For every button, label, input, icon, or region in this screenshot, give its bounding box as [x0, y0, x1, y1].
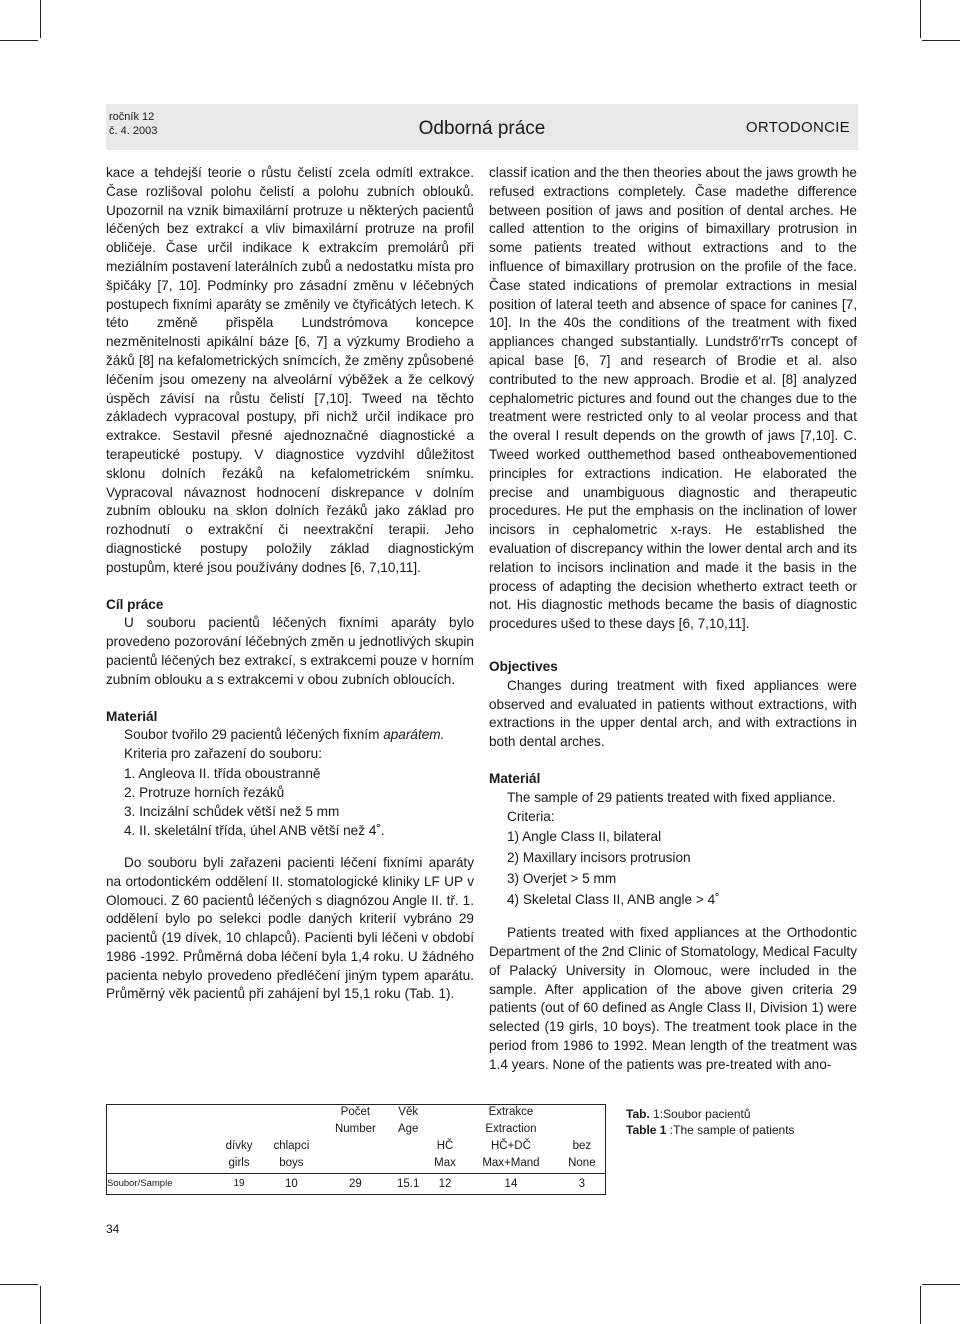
- criteria-item: 4) Skeletal Class II, ANB angle > 4˚: [507, 892, 720, 908]
- criteria-item: 1. Angleova II. třída oboustranně: [124, 765, 321, 781]
- table-header-cell: None: [568, 1157, 596, 1169]
- table-row: [107, 1174, 606, 1195]
- caption-table-label: Table 1: [626, 1123, 667, 1137]
- table-header-cell: girls: [228, 1157, 250, 1169]
- table-cell: Soubor/Sample: [107, 1174, 217, 1195]
- material-heading-en: Materiál: [489, 770, 541, 786]
- criteria-item: 3) Overjet > 5 mm: [507, 871, 617, 887]
- issue-label: č. 4. 2003: [109, 125, 158, 137]
- crop-mark: [922, 40, 960, 41]
- material-text-cz: Soubor tvořilo 29 pacientů léčených fixním: [124, 727, 384, 743]
- table-header-cell: boys: [279, 1157, 304, 1169]
- table-header-cell: Max: [434, 1157, 456, 1169]
- table-header-cell: Age: [397, 1123, 419, 1135]
- material-paragraph-en: Patients treated with fixed appliances at the Orthodontic Department of the 2nd Clinic of Stomatology, Medical Faculty of Palacký University in Olomouc, were included in the sample. After application of the above given criteria 29 patients (out of 60 defined as Angle Class II, Division 1) were selected (19 girls, 10 boys). The treatment took place in the period from 1986 to 1992. Mean length of the treatment was 1.4 years. None of the patients was pre-treated with ano-: [489, 925, 857, 1072]
- criteria-item: 4. II. skeletální třída, úhel ANB větší než 4˚.: [124, 822, 385, 838]
- crop-mark: [920, 1286, 921, 1324]
- table-header-cell: [321, 1139, 389, 1156]
- material-text-cz-italic: aparátem.: [383, 727, 445, 743]
- page-number: 34: [106, 1222, 120, 1236]
- table-header-cell: [427, 1122, 463, 1139]
- crop-mark: [922, 1284, 960, 1285]
- table-header-cell: Extraction: [485, 1123, 537, 1135]
- table-header-cell: Věk: [398, 1106, 419, 1118]
- objectives-paragraph: Changes during treatment with fixed appliances were observed and evaluated in patients without extractions, with extractions in the upper dental arch, and with extractions in both dental arches.: [489, 677, 857, 750]
- page-header: [106, 104, 858, 150]
- table-header-cell: Max+Mand: [482, 1157, 540, 1169]
- criteria-title-cz: Kriteria pro zařazení do souboru:: [124, 746, 322, 762]
- table-cell: 29: [321, 1174, 389, 1195]
- volume-label: ročník 12: [109, 111, 155, 123]
- table-header-cell: bez: [572, 1140, 592, 1152]
- table-header-cell: [217, 1122, 262, 1139]
- table-header-cell: HČ+DČ: [490, 1140, 531, 1152]
- material-intro-cz: [106, 726, 474, 745]
- table-header-cell: [261, 1122, 321, 1139]
- table-header-cell: [107, 1105, 217, 1123]
- criteria-item: 3. Incizální schůdek větší než 5 mm: [124, 803, 340, 819]
- caption-tab-label: Tab.: [626, 1107, 650, 1121]
- table-cell: 10: [261, 1174, 321, 1195]
- criteria-list-en: [489, 826, 857, 910]
- table-header-cell: dívky: [225, 1140, 253, 1152]
- table-header-cell: [107, 1139, 217, 1156]
- table-header-cell: Extrakce: [488, 1106, 534, 1118]
- table-cell: 12: [427, 1174, 463, 1195]
- right-column: [489, 164, 857, 1075]
- caption-table-text: :The sample of patients: [666, 1123, 795, 1137]
- sample-table: [106, 1104, 606, 1195]
- table-header-cell: [321, 1156, 389, 1174]
- table-header-cell: [107, 1122, 217, 1139]
- crop-mark: [0, 1284, 38, 1285]
- material-paragraph-cz: Do souboru byli zařazeni pacienti léčení fixními aparáty na ortodontickém oddělení II. stomatologické kliniky LF UP v Olomouci. Z 60 pacientů léčených s diagnózou Angle II. tř. 1. oddělení bylo po selekci podle daných kriterií vybráno 29 pacientů (19 dívek, 10 chlapců). Pacienti byli léčeni v období 1986 -1992. Průměrná doba léčení byla 1,4 roku. U žádného pacienta nebylo provedeno předléčení jiným typem aparátu. Průměrný věk pacientů při zahájení byl 15,1 roku (Tab. 1).: [106, 854, 474, 1002]
- criteria-list-cz: [106, 764, 474, 840]
- criteria-item: 1) Angle Class II, bilateral: [507, 829, 662, 845]
- left-intro-paragraph: kace a tehdejší teorie o růstu čelistí zcela odmítl extrakce. Čase rozlišoval polohu čelistí a polohu zubních oblouků. Upozornil na vznik bimaxilární protruze u některých pacientů léčených bez extrakcí a vliv bimaxilární protruze na profil obličeje. Čase určil indikace k extrakcím premolárů při meziálním postavení laterálních zubů a nedostatku místa pro špičáky [7, 10]. Podmínky pro zásadní změnu v léčebných postupech fixními aparáty se změnily ve čtyřicátých letech. K této změně přispěla Lundstrómova koncepce nezměnitelnosti apikální báze [6, 7] a výzkumy Brodieho a žáků [8] na kefalometrických snímcích, že změny způsobené léčením jsou omezeny na alveolární výběžek a že celkový úspěch závisí na růstu čelistí [7,10]. Tweed na těchto základech vypracoval postupy, při nichž určil indikace pro extrakce. Sestavil přesné ajednoznačné diagnostické a terapeutické postupy. V diagnostice vyzdvihl důležitost sklonu dolních řezáků na kefalometrickém snímku. Vypracoval návaznost hodnocení diskrepance v dolním zubním oblouku na sklon dolních řezáků jako základ pro rozhodnutí o extrakční či neextrakční terapii. Jeho diagnostické postupy položily základ diagnostickým postupům, které jsou používány dodnes [6, 7,10,11].: [106, 165, 474, 575]
- table-header-cell: Number: [334, 1123, 376, 1135]
- table-header-cell: [261, 1105, 321, 1123]
- table-header-cell: [390, 1139, 427, 1156]
- left-column: [106, 164, 474, 1004]
- table-header-cell: [390, 1156, 427, 1174]
- material-heading-cz: Materiál: [106, 708, 158, 724]
- table-header-cell: chlapci: [273, 1140, 310, 1152]
- table-cell: 3: [559, 1174, 606, 1195]
- table-caption: [626, 1106, 795, 1138]
- crop-mark: [920, 0, 921, 38]
- crop-mark: [40, 0, 41, 38]
- crop-mark: [0, 40, 38, 41]
- table-header-cell: Počet: [340, 1106, 371, 1118]
- table-header-cell: HČ: [436, 1140, 454, 1152]
- crop-mark: [40, 1286, 41, 1324]
- table-header-cell: [559, 1105, 606, 1123]
- table-header-cell: [217, 1105, 262, 1123]
- table-header-cell: [107, 1156, 217, 1174]
- table-header-cell: [559, 1122, 606, 1139]
- caption-tab-text: 1:Soubor pacientů: [649, 1107, 751, 1121]
- criteria-item: 2. Protruze horních řezáků: [124, 784, 285, 800]
- table-header-cell: [427, 1105, 463, 1123]
- table-cell: 15.1: [390, 1174, 427, 1195]
- right-intro-paragraph: classif ication and the then theories about the jaws growth he refused extractions completely. Čase madethe difference between position of jaws and position of dental arches. He called attention to the origins of bimaxillary protrusion in some patients treated without extractions and to the influence of bimaxillary protrusion on the profile of the face. Čase stated indications of premolar extractions in mesial position of lateral teeth and absence of space for canines [7, 10]. In the 40s the conditions of the treatment with fixed appliances changed substantially. Lundstrő'rrTs concept of apical base [6, 7] and research of Brodie et al. also contributed to the new approach. Brodie et al. [8] analyzed cephalometric pictures and found out the changes due to the treatment were restricted only to al veolar process and that the overal I result depends on the growth of jaws [7,10]. C. Tweed worked outthemethod based ontheabovementioned principles for extractions indication. He elaborated the precise and unambiguous diagnostic and therapeutic procedures. He put the emphasis on the inclination of lower incisors in cephalometric x-rays. He established the evaluation of discrepancy within the lower dental arch and its relation to incisors inclination and made it the basis in the process of adapting the decision whetherto extract teeth or not. His diagnostic methods became the basis of diagnostic procedures ušed to these days [6, 7,10,11].: [489, 165, 857, 632]
- criteria-title-en: Criteria:: [507, 808, 555, 824]
- journal-name: ORTODONCIE: [745, 119, 850, 136]
- table-cell: 14: [463, 1174, 559, 1195]
- table-cell: 19: [217, 1174, 262, 1195]
- objectives-heading: Objectives: [489, 658, 558, 674]
- aim-heading: Cíl práce: [106, 596, 164, 612]
- section-title: Odborná práce: [418, 118, 546, 139]
- criteria-item: 2) Maxillary incisors protrusion: [507, 850, 691, 866]
- material-intro-en: The sample of 29 patients treated with fixed appliance.: [507, 789, 836, 805]
- aim-paragraph: U souboru pacientů léčených fixními aparáty bylo provedeno pozorování léčebných změn u jednotlivých skupin pacientů léčených bez extrakcí, s extrakcemi pouze v horním zubním oblouku a s extrakcemi v obou zubních obloucích.: [106, 615, 474, 687]
